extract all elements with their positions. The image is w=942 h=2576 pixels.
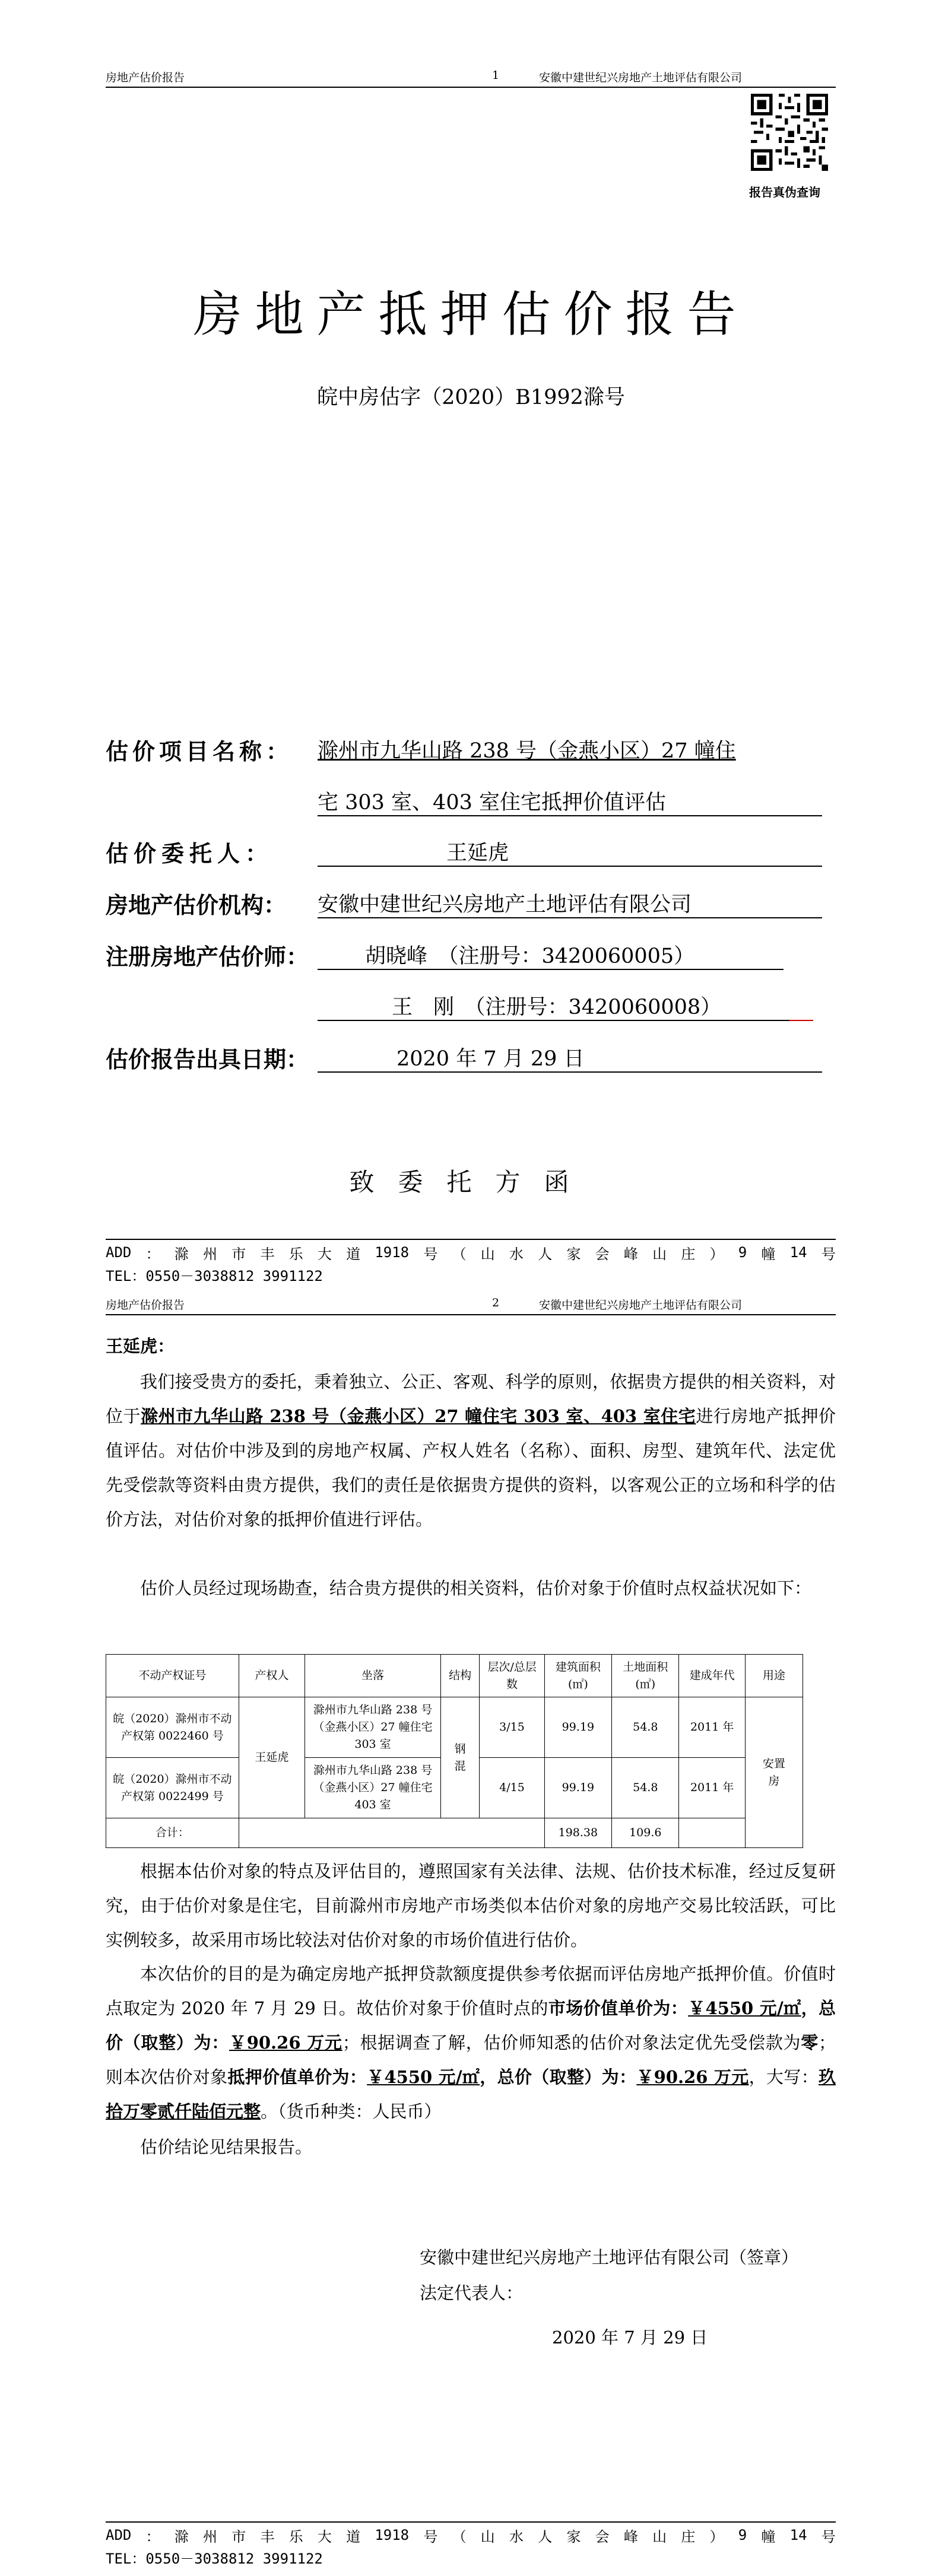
cell-area: 99.19 xyxy=(544,1758,611,1818)
letter-paragraph-1: 我们接受贵方的委托，秉着独立、公正、客观、科学的原则，依据贵方提供的相关资料，对位于滁州市九华山路 238 号（金燕小区）27 幢住宅 303 室、403 室住宅进行房地产抵押价值评估。对估价中涉及到的房地产权属、产权人姓名（名称）、面积、房型、建筑年代、法定优先受偿款等资料由贵方提供，我们的责任是依据贵方提供的资料，以客观公正的立场和科学的估价方法，对估价对象的抵押价值进行评估。 xyxy=(106,1372,836,1529)
sign-date: 2020 年 7 月 29 日 xyxy=(552,2327,708,2348)
page-header xyxy=(106,1292,836,1315)
client-label: 估价委托人： xyxy=(106,841,274,867)
cell-cert: 皖（2020）滁州市不动产权第 0022460 号 xyxy=(106,1697,239,1758)
appraiser-label: 注册房地产估价师： xyxy=(106,944,309,970)
cell-cert: 皖（2020）滁州市不动产权第 0022499 号 xyxy=(106,1758,239,1818)
th-area: 建筑面积(㎡) xyxy=(544,1655,611,1697)
header-rule xyxy=(106,1314,836,1315)
qr-code-icon[interactable] xyxy=(751,94,828,171)
cell-usage: 安置房 xyxy=(745,1697,803,1848)
footer-address: ADD ： 滁 州 市 丰 乐 大 道 1918 号 （ 山 水 人 家 会 峰 山 庄 ） 9 幢 14 号 xyxy=(106,1244,836,1262)
appraiser-1-underline xyxy=(318,969,784,970)
cell-land: 54.8 xyxy=(612,1697,679,1758)
table-header-row xyxy=(106,1655,803,1697)
cell-year: 2011 年 xyxy=(679,1697,745,1758)
th-land: 土地面积(㎡) xyxy=(612,1655,679,1697)
footer-tel: TEL：0550－3038812 3991122 xyxy=(106,1268,323,1284)
header-rule xyxy=(106,87,836,88)
th-floor: 层次/总层数 xyxy=(480,1655,544,1697)
letter-paragraph-3: 根据本估价对象的特点及评估目的，遵照国家有关法律、法规、估价技术标准，经过反复研究，由于估价对象是住宅，目前滁州市房地产市场类似本估价对象的房地产交易比较活跃，可比实例较多，故采用市场比较法对估价对象的市场价值进行估价。 xyxy=(106,1861,836,1950)
th-usage: 用途 xyxy=(745,1655,803,1697)
cell-land: 54.8 xyxy=(612,1758,679,1818)
project-underline xyxy=(318,815,822,816)
cell-total-area: 198.38 xyxy=(544,1818,611,1848)
th-year: 建成年代 xyxy=(679,1655,745,1697)
project-label: 估价项目名称： xyxy=(106,739,293,765)
th-location: 坐落 xyxy=(305,1655,441,1697)
header-left: 房地产估价报告 xyxy=(106,71,185,84)
letter-paragraph-5: 估价结论见结果报告。 xyxy=(140,2137,313,2157)
cell-total-label: 合计： xyxy=(106,1818,239,1848)
table-total-row xyxy=(106,1818,803,1848)
appraiser-2: 王 刚 （注册号：3420060008） xyxy=(392,996,722,1019)
cell-location: 滁州市九华山路 238 号（金燕小区）27 幢住宅 303 室 xyxy=(305,1697,441,1758)
page-footer xyxy=(106,2523,836,2567)
agency-value: 安徽中建世纪兴房地产土地评估有限公司 xyxy=(318,893,692,917)
footer-address: ADD ： 滁 州 市 丰 乐 大 道 1918 号 （ 山 水 人 家 会 峰 山 庄 ） 9 幢 14 号 xyxy=(106,2527,836,2545)
th-structure: 结构 xyxy=(440,1655,479,1697)
cell-floor: 3/15 xyxy=(480,1697,544,1758)
project-value-line1: 滁州市九华山路 238 号（金燕小区）27 幢住 xyxy=(318,739,736,763)
page-header xyxy=(106,64,836,88)
date-underline xyxy=(318,1071,822,1073)
letter-paragraph-4: 本次估价的目的是为确定房地产抵押贷款额度提供参考依据而评估房地产抵押价值。价值时点取定为 2020 年 7 月 29 日。故估价对象于价值时点的市场价值单价为：￥4550 元/㎡，总价（取整）为：￥90.26 万元；根据调查了解，估价师知悉的估价对象法定优先受偿款为零；则本次估价对象抵押价值单价为：￥4550 元/㎡，总价（取整）为：￥90.26 万元，大写：玖拾万零贰仟陆佰元整。（货币种类：人民币） xyxy=(106,1964,836,2122)
cell-floor: 4/15 xyxy=(480,1758,544,1818)
letter-title: 致委托方函 xyxy=(349,1168,593,1197)
header-right: 安徽中建世纪兴房地产土地评估有限公司 xyxy=(539,71,743,84)
qr-caption: 报告真伪查询 xyxy=(749,185,820,199)
project-value-line2: 宅 303 室、403 室住宅抵押价值评估 xyxy=(318,791,666,815)
doc-number: 皖中房估字（2020）B1992滁号 xyxy=(317,386,625,409)
cell-total-land: 109.6 xyxy=(612,1818,679,1848)
footer-tel: TEL：0550－3038812 3991122 xyxy=(106,2550,323,2567)
footer-rule xyxy=(106,1239,836,1240)
th-owner: 产权人 xyxy=(239,1655,305,1697)
cell-location: 滁州市九华山路 238 号（金燕小区）27 幢住宅 403 室 xyxy=(305,1758,441,1818)
agency-underline xyxy=(318,917,822,918)
cell-structure: 钢混 xyxy=(440,1697,479,1818)
header-left: 房地产估价报告 xyxy=(106,1299,185,1312)
sign-representative: 法定代表人： xyxy=(420,2283,524,2303)
header-right: 安徽中建世纪兴房地产土地评估有限公司 xyxy=(539,1299,743,1312)
date-label: 估价报告出具日期： xyxy=(106,1047,309,1073)
property-table xyxy=(106,1654,803,1848)
header-page-number: 2 xyxy=(492,1296,500,1309)
sign-company: 安徽中建世纪兴房地产土地评估有限公司（签章） xyxy=(420,2247,799,2267)
cell-area: 99.19 xyxy=(544,1697,611,1758)
client-value: 王延虎 xyxy=(446,841,509,865)
page-footer xyxy=(106,1241,836,1284)
date-value: 2020 年 7 月 29 日 xyxy=(397,1047,585,1071)
footer-rule xyxy=(106,2521,836,2523)
header-page-number: 1 xyxy=(492,69,500,82)
report-title: 房地产抵押估价报告 xyxy=(193,287,749,343)
cell-year: 2011 年 xyxy=(679,1758,745,1818)
th-cert: 不动产权证号 xyxy=(106,1655,239,1697)
agency-label: 房地产估价机构： xyxy=(106,892,287,918)
client-underline xyxy=(318,866,822,867)
red-mark xyxy=(789,1020,813,1021)
page-1 xyxy=(0,0,942,1284)
appraiser-1: 胡晓峰 （注册号：3420060005） xyxy=(365,944,695,968)
table-row xyxy=(106,1697,803,1758)
appraiser-2-underline xyxy=(318,1020,789,1021)
letter-paragraph-2: 估价人员经过现场勘查，结合贵方提供的相关资料，估价对象于价值时点权益状况如下： xyxy=(140,1578,812,1598)
cell-owner: 王延虎 xyxy=(239,1697,305,1818)
letter-salutation: 王延虎： xyxy=(106,1336,175,1356)
